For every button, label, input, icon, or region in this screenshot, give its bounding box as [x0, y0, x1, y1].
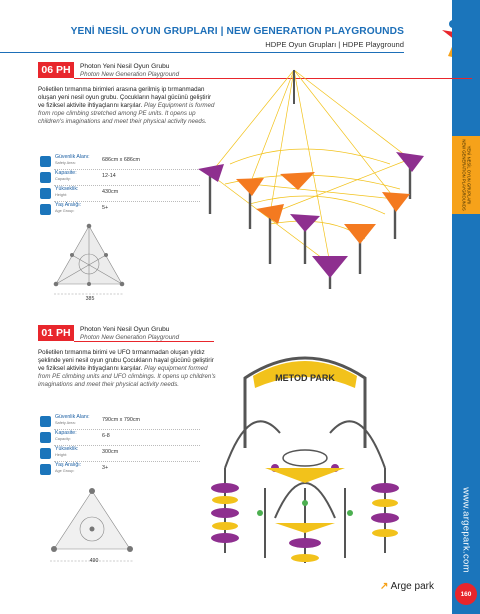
spec-label-en: Safety Area:: [55, 160, 76, 165]
product-description: [38, 349, 216, 389]
right-sidebar: [452, 0, 480, 614]
age-group-icon: [40, 464, 51, 475]
spec-label: Güvenlik Alanı:: [55, 414, 90, 420]
page-number: 160: [455, 583, 477, 605]
page-subtitle: HDPE Oyun Grupları | HDPE Playground: [265, 40, 404, 49]
product-code-badge: 01 PH: [38, 325, 74, 341]
spec-value: 12-14: [102, 173, 116, 179]
metod-park-sign: METOD PARK: [275, 373, 335, 383]
height-icon: [40, 188, 51, 199]
spec-label-en: Age Group:: [55, 208, 75, 213]
section-tab-label-tr: YENİ NESİL OYUN GRUPLARI: [466, 145, 472, 205]
spec-label: Yükseklik:: [55, 446, 79, 452]
spec-value: 430cm: [102, 189, 119, 195]
spec-label-en: Safety Area:: [55, 420, 76, 425]
description-tr: Polietilen tırmanma birimi ve UFO tırmanmadan oluşan yıldız şeklinde yeni nesil oyun grubu Çocukların hayal gücünü geliştirir ve fiziksel aktivite ihtiyaçlarını karşılar.: [38, 349, 214, 373]
spec-value: 686cm x 686cm: [102, 157, 141, 163]
spec-row-age-group: [38, 463, 208, 479]
spec-row-capacity: [38, 171, 208, 187]
spec-row-safety-area: [38, 155, 208, 171]
spec-table: [38, 415, 208, 479]
capacity-icon: [40, 432, 51, 443]
header-divider: [0, 52, 404, 53]
top-view-diagram: [44, 222, 134, 302]
arge-park-logo: [380, 581, 434, 592]
product-name-tr: Photon Yeni Nesil Oyun Grubu: [80, 63, 170, 70]
page-header: [0, 0, 452, 58]
product-divider: [74, 341, 214, 342]
spec-label: Kapasite:: [55, 430, 77, 436]
spec-label: Yükseklik:: [55, 186, 79, 192]
capacity-icon: [40, 172, 51, 183]
product-image-06ph: [190, 64, 430, 294]
spec-value: 5+: [102, 205, 109, 211]
page-title: YENİ NESİL OYUN GRUPLARI | NEW GENERATION PLAYGROUNDS: [70, 26, 404, 37]
safety-area-icon: [40, 156, 51, 167]
dimension-label: 385: [85, 296, 95, 302]
safety-area-icon: [40, 416, 51, 427]
spec-label: Güvenlik Alanı:: [55, 154, 90, 160]
spec-label: Yaş Aralığı:: [55, 462, 82, 468]
description-en: Play Equipment is formed from rope climbing stretched among PE units. It opens up children's imaginations and meet their physical activity needs.: [38, 102, 215, 126]
product-name-en: Photon New Generation Playground: [80, 334, 180, 341]
website-url[interactable]: www.argepark.com: [460, 487, 472, 573]
product-name-en: Photon New Generation Playground: [80, 71, 180, 78]
spec-label-en: Capacity:: [55, 436, 71, 441]
section-tab-label-en: NEW GENERATION PLAYGROUNDS: [461, 139, 466, 211]
top-view-diagram: [42, 485, 142, 567]
product-section-06ph: [38, 62, 215, 307]
spec-row-capacity: [38, 431, 208, 447]
spec-value: 3+: [102, 465, 109, 471]
section-tab: [452, 136, 480, 214]
spec-label-en: Height:: [55, 452, 68, 457]
spec-table: [38, 155, 208, 219]
spec-label-en: Capacity:: [55, 176, 71, 181]
product-image-01ph: [205, 338, 425, 573]
height-icon: [40, 448, 51, 459]
description-en: Play equipment formed from PE climbing units and UFO climbings. It opens up children's imaginations and meet their physical activity needs.: [38, 365, 216, 389]
product-section-01ph: [38, 325, 216, 575]
arge-bird-icon: ↗: [380, 581, 389, 592]
age-group-icon: [40, 204, 51, 215]
spec-label-en: Age Group:: [55, 468, 75, 473]
product-name-tr: Photon Yeni Nesil Oyun Grubu: [80, 326, 170, 333]
spec-row-height: [38, 447, 208, 463]
spec-value: 6-8: [102, 433, 110, 439]
spec-label-en: Height:: [55, 192, 68, 197]
spec-value: 790cm x 790cm: [102, 417, 141, 423]
spec-row-safety-area: [38, 415, 208, 431]
description-tr: Polietilen tırmanma birimleri arasına gerilmiş ip tırmanmadan oluşan yeni nesil oyun grubu. Çocukların hayal gücünü geliştirir ve fiziksel aktivite ihtiyaçlarını karşılar.: [38, 86, 212, 110]
dimension-label: 490: [89, 558, 99, 564]
product-code-badge: 06 PH: [38, 62, 74, 78]
arge-park-brand: Arge park: [390, 581, 434, 592]
spec-label: Kapasite:: [55, 170, 77, 176]
spec-row-age-group: [38, 203, 208, 219]
spec-row-height: [38, 187, 208, 203]
spec-value: 300cm: [102, 449, 119, 455]
spec-label: Yaş Aralığı:: [55, 202, 82, 208]
